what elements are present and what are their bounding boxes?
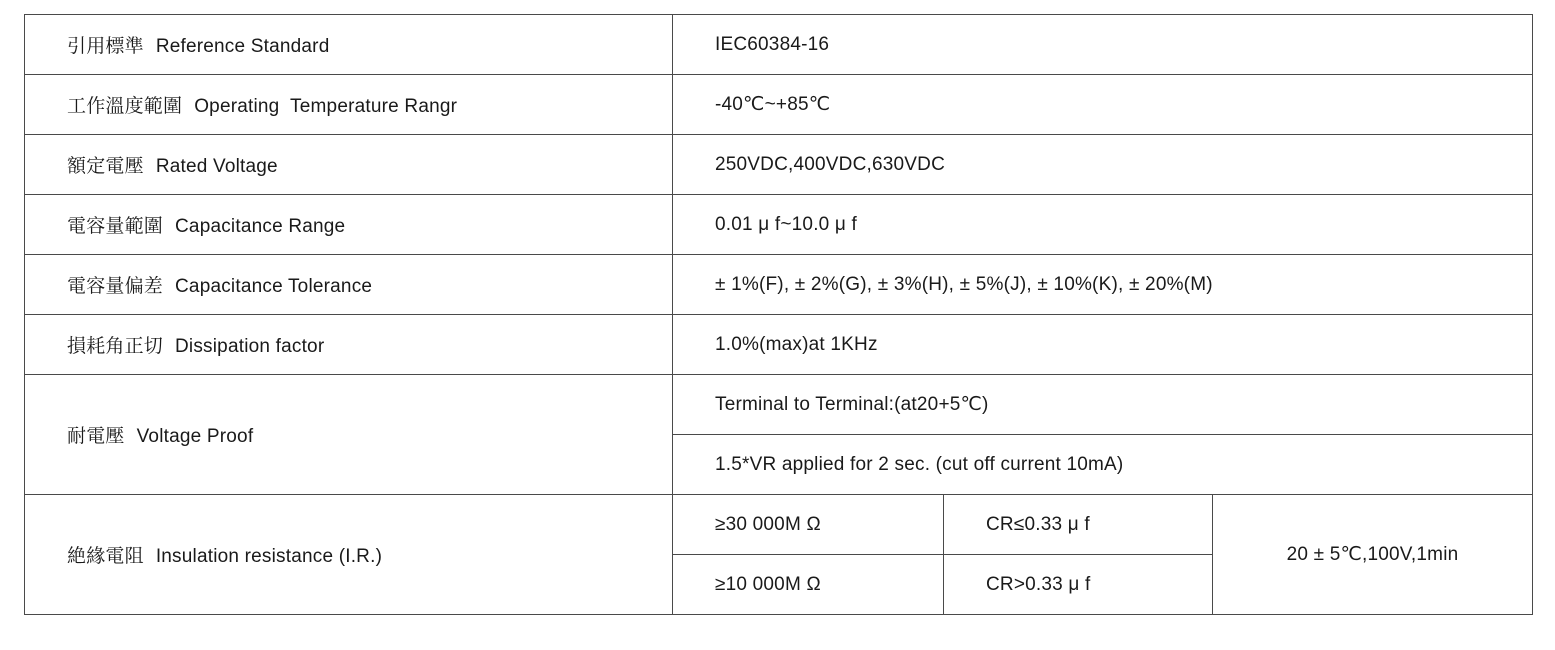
table-row [25, 255, 1533, 315]
param-en: Insulation resistance (I.R.) [155, 546, 383, 567]
table-row [25, 75, 1533, 135]
param-cell [25, 255, 673, 315]
param-en: Dissipation factor [175, 336, 325, 357]
table-row [25, 195, 1533, 255]
param-zh: 耐電壓 [67, 426, 125, 447]
value-cell: 1.5*VR applied for 2 sec. (cut off current 10mA) [673, 435, 1533, 495]
resistance-value-cell: ≥10 000M Ω [673, 555, 944, 615]
table-row [25, 315, 1533, 375]
param-en: Reference Standard [155, 36, 330, 57]
test-condition-cell: 20 ± 5℃,100V,1min [1213, 495, 1533, 615]
table-row [25, 135, 1533, 195]
table-row [25, 375, 1533, 435]
capacitance-condition-cell: CR>0.33 μ f [944, 555, 1213, 615]
value-cell: ± 1%(F), ± 2%(G), ± 3%(H), ± 5%(J), ± 10%(K), ± 20%(M) [673, 255, 1533, 315]
value-cell: 1.0%(max)at 1KHz [673, 315, 1533, 375]
param-cell [25, 195, 673, 255]
resistance-value-cell: ≥30 000M Ω [673, 495, 944, 555]
param-cell [25, 15, 673, 75]
value-cell: 250VDC,400VDC,630VDC [673, 135, 1533, 195]
value-cell: 0.01 μ f~10.0 μ f [673, 195, 1533, 255]
param-zh: 絶緣電阻 [67, 546, 144, 567]
param-cell [25, 75, 673, 135]
table-row [25, 495, 1533, 555]
table-row [25, 15, 1533, 75]
value-cell: -40℃~+85℃ [673, 75, 1533, 135]
value-cell: IEC60384-16 [673, 15, 1533, 75]
param-zh: 電容量範圍 [67, 216, 164, 237]
capacitance-condition-cell: CR≤0.33 μ f [944, 495, 1213, 555]
param-en: Operating Temperature Rangr [194, 96, 458, 117]
param-zh: 損耗角正切 [67, 336, 164, 357]
param-zh: 引用標準 [67, 36, 144, 57]
param-zh: 額定電壓 [67, 156, 144, 177]
param-zh: 電容量偏差 [67, 276, 164, 297]
param-zh: 工作溫度範圍 [67, 96, 183, 117]
value-cell: Terminal to Terminal:(at20+5℃) [673, 375, 1533, 435]
param-en: Capacitance Tolerance [175, 276, 373, 297]
param-en: Voltage Proof [136, 426, 254, 447]
param-cell [25, 495, 673, 615]
param-en: Capacitance Range [175, 216, 346, 237]
param-cell [25, 135, 673, 195]
param-cell [25, 315, 673, 375]
param-cell [25, 375, 673, 495]
param-en: Rated Voltage [155, 156, 278, 177]
specification-table [24, 14, 1533, 615]
